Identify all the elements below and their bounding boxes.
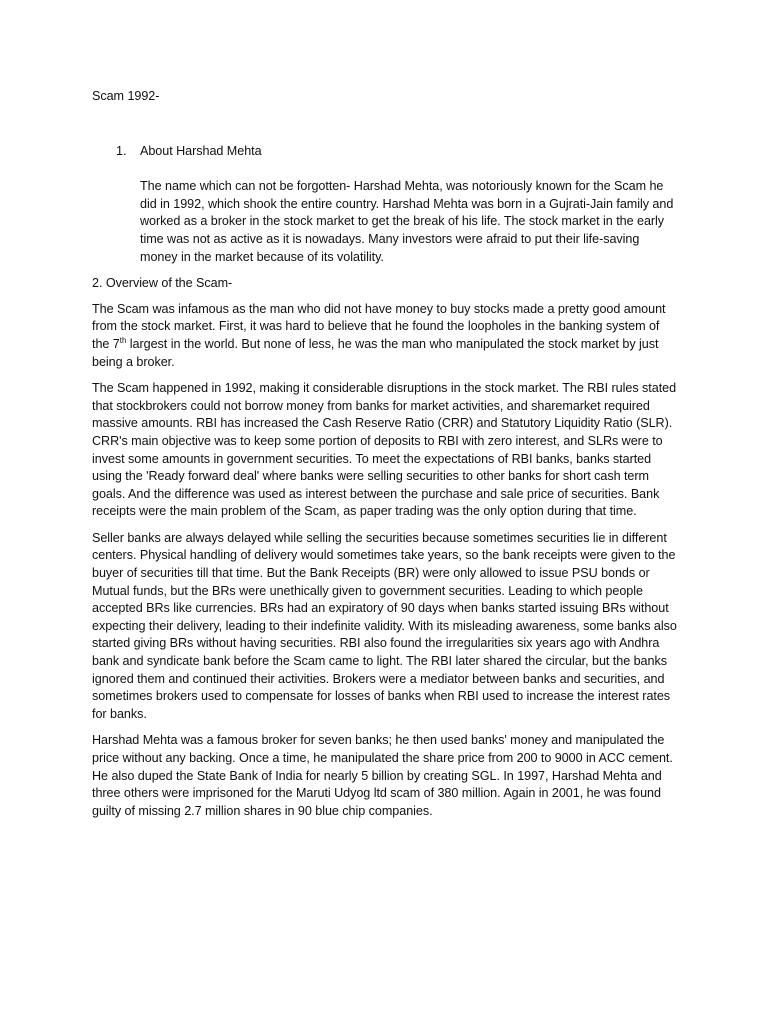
section-2-paragraph-2: The Scam happened in 1992, making it considerable disruptions in the stock market. The RBI rules stated that stockbrokers could not borrow money from banks for market activities, and sharemarket required massive amounts. RBI has increased the Cash Reserve Ratio (CRR) and Statutory Liquidity Ratio (SLR). CRR's main objective was to keep some portion of deposits to RBI with zero interest, and SLRs were to invest some amounts in government securities. To meet the expectations of RBI banks, banks started using the 'Ready forward deal' where banks were selling securities to other banks for short cash term goals. And the difference was used as interest between the purchase and sale price of securities. Bank receipts were the main problem of the Scam, as paper trading was the only option during that time. [92,381,677,519]
section-1-body [92,178,678,266]
paragraph-1-text-b: largest in the world. But none of less, he was the man who manipulated the stock market by just being a broker. [92,336,659,369]
section-1-heading [92,143,678,161]
paragraph-1-text-a: The Scam was infamous as the man who did not have money to buy stocks made a pretty good amount from the stock market. First, it was hard to believe that he found the loopholes in the banking system of the 7 [92,301,666,351]
section-1-heading-text: About Harshad Mehta [140,143,262,158]
document-title: Scam 1992- [92,89,160,103]
section-2-paragraph-4: Harshad Mehta was a famous broker for seven banks; he then used banks' money and manipulated the price without any backing. Once a time, he manipulated the share price from 200 to 9000 in ACC cement. He also duped the State Bank of India for nearly 5 billion by creating SGL. In 1997, Harshad Mehta and three others were imprisoned for the Maruti Udyog ltd scam of 380 million. Again in 2001, he was found guilty of missing 2.7 million shares in 90 blue chip companies. [92,733,673,818]
section-1-paragraph: The name which can not be forgotten- Harshad Mehta, was notoriously known for the Scam he did in 1992, which shook the entire country. Harshad Mehta was born in a Gujrati-Jain family and worked as a broker in the stock market to get the break of his life. The stock market in the early time was not as active as it is nowadays. Many investors were afraid to put their life-saving money in the market because of its volatility. [140,179,674,264]
ordinal-superscript: th [119,335,127,345]
section-1-number: 1. [116,143,127,158]
section-2-paragraph-3: Seller banks are always delayed while selling the securities because sometimes securities lie in different centers. Physical handling of delivery would sometimes take years, so the bank receipts were given to the buyer of securities till that time. But the Bank Receipts (BR) were only allowed to issue PSU bonds or Mutual funds, but the BRs were unethically given to government securities. Leading to which people accepted BRs like currencies. BRs had an expiratory of 90 days when banks started issuing BRs without expecting their delivery, leading to their indefinite validity. With its misleading awareness, some banks also started giving BRs without having securities. RBI also found the irregularities six years ago with Andhra bank and syndicate bank before the Scam came to light. The RBI later shared the circular, but the banks ignored them and continued their activities. Brokers were a mediator between banks and securities, and sometimes brokers used to compensate for losses of banks when RBI used to increase the interest rates for banks. [92,530,677,721]
document-content [92,88,678,820]
section-2-heading: 2. Overview of the Scam- [92,276,233,291]
section-2-paragraph-1 [92,301,678,371]
